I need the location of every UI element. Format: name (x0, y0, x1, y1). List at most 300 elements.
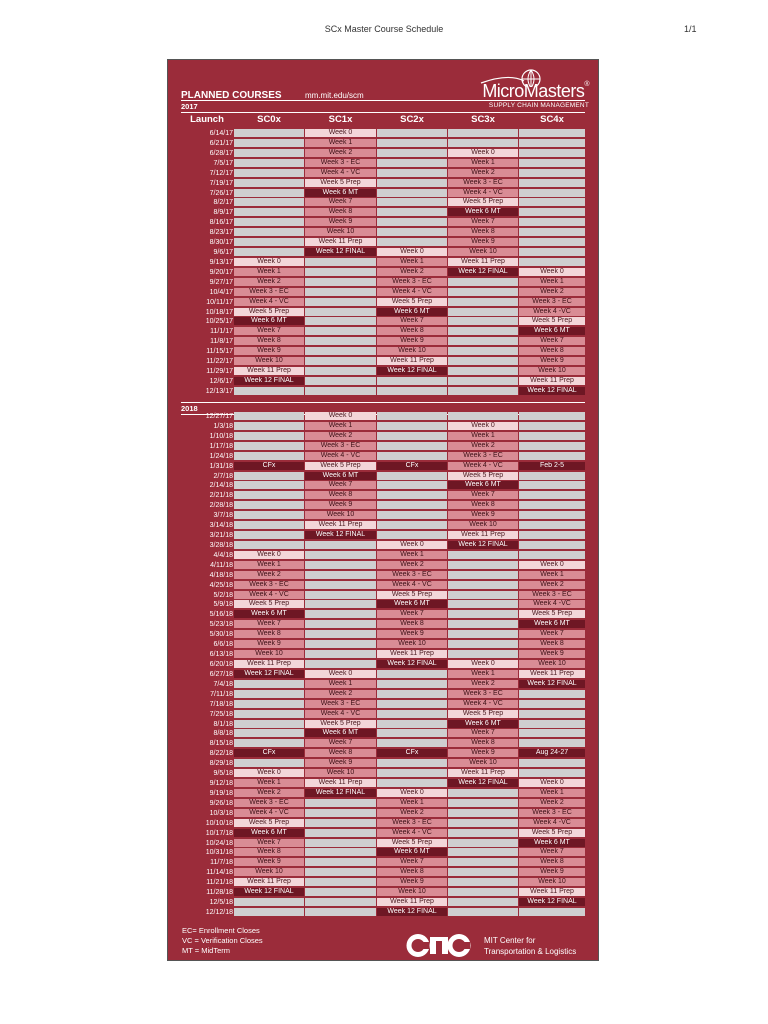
schedule-cell (377, 387, 447, 395)
schedule-cell (234, 908, 304, 916)
schedule-cell (305, 591, 376, 599)
schedule-cell (305, 571, 376, 579)
schedule-cell: Week 1 (519, 789, 585, 797)
schedule-cell: Week 4 - VC (377, 581, 447, 589)
schedule-cell: Week 7 (305, 198, 376, 206)
schedule-cell (519, 481, 585, 489)
schedule-cell: Week 3 - EC (519, 591, 585, 599)
schedule-cell: Week 7 (234, 620, 304, 628)
schedule-cell (305, 327, 376, 335)
table-row (181, 367, 585, 376)
schedule-cell: Week 3 - EC (305, 700, 376, 708)
schedule-cell (234, 710, 304, 718)
schedule-cell (448, 620, 518, 628)
schedule-cell: Week 8 (448, 739, 518, 747)
schedule-cell (448, 640, 518, 648)
schedule-cell (519, 700, 585, 708)
schedule-cell: Week 7 (234, 327, 304, 335)
schedule-cell: Week 4 -VC (519, 308, 585, 316)
schedule-cell: Week 3 - EC (448, 690, 518, 698)
schedule-cell: Week 1 (305, 680, 376, 688)
launch-date: 11/29/17 (206, 368, 233, 376)
schedule-cell: Week 6 MT (448, 208, 518, 216)
schedule-cell (448, 347, 518, 355)
schedule-cell: Week 10 (234, 868, 304, 876)
launch-date: 6/27/18 (209, 670, 233, 678)
schedule-cell: Week 0 (519, 268, 585, 276)
schedule-cell (305, 829, 376, 837)
launch-date: 8/22/18 (209, 750, 233, 758)
table-row (181, 308, 585, 317)
launch-date: 7/4/18 (213, 680, 233, 688)
schedule-cell (305, 317, 376, 325)
launch-date: 9/6/17 (213, 249, 233, 257)
schedule-cell (234, 159, 304, 167)
table-row (181, 729, 585, 738)
table-row (181, 347, 585, 356)
schedule-cell (519, 551, 585, 559)
schedule-cell: Week 4 - VC (377, 288, 447, 296)
launch-date: 12/27/17 (205, 413, 233, 420)
table-row (181, 432, 585, 441)
table-row (181, 700, 585, 709)
table-row (181, 749, 585, 758)
schedule-cell: Week 3 - EC (305, 159, 376, 167)
schedule-cell: Week 5 Prep (234, 600, 304, 608)
schedule-cell (377, 472, 447, 480)
schedule-cell: Week 2 (377, 561, 447, 569)
schedule-cell: Week 10 (448, 248, 518, 256)
schedule-cell: Week 1 (448, 432, 518, 440)
schedule-cell: Week 5 Prep (377, 839, 447, 847)
table-row (181, 442, 585, 451)
schedule-cell (448, 278, 518, 286)
schedule-cell: Week 4 - VC (305, 710, 376, 718)
schedule-cell: Week 5 Prep (519, 317, 585, 325)
table-row (181, 571, 585, 580)
launch-date: 10/24/18 (205, 839, 233, 847)
legend-mt: MT = MidTerm (182, 946, 230, 955)
launch-date: 1/17/18 (209, 442, 233, 450)
schedule-cell (377, 412, 447, 420)
schedule-cell: Week 11 Prep (448, 531, 518, 539)
schedule-cell: Week 6 MT (377, 848, 447, 856)
schedule-cell: Week 2 (305, 690, 376, 698)
brand-name: MicroMasters® (482, 81, 589, 101)
schedule-cell: Week 5 Prep (305, 720, 376, 728)
legend-vc: VC = Verification Closes (182, 936, 263, 945)
schedule-cell: CFx (377, 462, 447, 470)
schedule-cell (377, 442, 447, 450)
planned-courses-title: PLANNED COURSES (181, 90, 282, 101)
schedule-cell (448, 337, 518, 345)
schedule-cell (234, 412, 304, 420)
schedule-cell: Week 9 (448, 511, 518, 519)
table-row (181, 581, 585, 590)
schedule-cell (234, 898, 304, 906)
schedule-cell: Week 9 (377, 878, 447, 886)
schedule-cell (519, 179, 585, 187)
schedule-cell (448, 317, 518, 325)
schedule-cell (377, 769, 447, 777)
schedule-cell (377, 452, 447, 460)
schedule-cell: Week 11 Prep (234, 367, 304, 375)
schedule-cell: Week 4 - VC (305, 452, 376, 460)
schedule-cell (519, 139, 585, 147)
schedule-cell (377, 501, 447, 509)
schedule-cell: Week 11 Prep (519, 670, 585, 678)
schedule-cell (519, 720, 585, 728)
schedule-cell (519, 129, 585, 137)
schedule-cell (305, 337, 376, 345)
launch-date: 9/19/18 (209, 789, 233, 797)
schedule-cell: Week 5 Prep (305, 462, 376, 470)
schedule-cell: Week 9 (234, 858, 304, 866)
table-row (181, 650, 585, 659)
table-row (181, 248, 585, 257)
launch-date: 7/18/18 (209, 700, 233, 708)
schedule-cell (519, 189, 585, 197)
schedule-cell: Week 11 Prep (519, 377, 585, 385)
launch-date: 3/21/18 (209, 532, 233, 540)
schedule-cell: Week 5 Prep (448, 198, 518, 206)
schedule-cell (377, 491, 447, 499)
launch-date: 7/5/17 (213, 159, 233, 167)
col-sc0x: SC0x (257, 114, 281, 125)
schedule-cell: Week 11 Prep (234, 878, 304, 886)
schedule-cell: Week 10 (377, 888, 447, 896)
schedule-cell: Week 3 - EC (519, 809, 585, 817)
schedule-cell (377, 198, 447, 206)
schedule-cell (377, 779, 447, 787)
schedule-cell (305, 347, 376, 355)
schedule-cell (234, 422, 304, 430)
schedule-cell: Feb 2-5 (519, 462, 585, 470)
schedule-cell (519, 690, 585, 698)
schedule-cell (305, 367, 376, 375)
table-row (181, 799, 585, 808)
schedule-cell (448, 327, 518, 335)
schedule-cell (234, 720, 304, 728)
schedule-cell (519, 208, 585, 216)
launch-date: 10/3/18 (209, 809, 233, 817)
schedule-cell (448, 357, 518, 365)
schedule-cell (305, 610, 376, 618)
schedule-cell: Week 5 Prep (448, 710, 518, 718)
table-row (181, 288, 585, 297)
launch-date: 9/12/18 (209, 780, 233, 788)
schedule-cell (234, 169, 304, 177)
program-url: mm.mit.edu/scm (305, 91, 364, 100)
schedule-cell: Week 9 (305, 501, 376, 509)
table-row (181, 868, 585, 877)
schedule-cell: Week 2 (234, 571, 304, 579)
launch-date: 1/3/18 (213, 422, 233, 430)
launch-date: 11/28/18 (206, 889, 233, 897)
schedule-cell (519, 759, 585, 767)
table-row (181, 908, 585, 917)
schedule-cell (519, 491, 585, 499)
schedule-cell: Week 1 (377, 799, 447, 807)
schedule-cell (448, 868, 518, 876)
schedule-cell: Week 4 -VC (519, 600, 585, 608)
launch-date: 8/30/17 (209, 239, 233, 247)
table-row (181, 759, 585, 768)
schedule-cell: Week 7 (377, 317, 447, 325)
schedule-cell (519, 531, 585, 539)
launch-date: 3/14/18 (209, 522, 233, 530)
launch-date: 2/14/18 (209, 482, 233, 490)
schedule-cell: Week 3 - EC (234, 799, 304, 807)
schedule-cell: Week 6 MT (305, 729, 376, 737)
schedule-cell (519, 238, 585, 246)
schedule-cell (448, 308, 518, 316)
schedule-cell: CFx (377, 749, 447, 757)
schedule-cell: Week 2 (519, 581, 585, 589)
table-row (181, 739, 585, 748)
launch-date: 5/23/18 (209, 621, 233, 629)
schedule-cell (305, 868, 376, 876)
launch-date: 4/25/18 (209, 581, 233, 589)
schedule-cell: Week 9 (519, 868, 585, 876)
schedule-cell: Week 4 - VC (448, 189, 518, 197)
schedule-cell: Week 6 MT (377, 308, 447, 316)
table-row (181, 600, 585, 609)
table-row (181, 789, 585, 798)
schedule-cell: Week 6 MT (519, 327, 585, 335)
schedule-cell (377, 481, 447, 489)
schedule-cell (305, 898, 376, 906)
launch-date: 10/17/18 (205, 829, 233, 837)
table-row (181, 670, 585, 679)
table-row (181, 189, 585, 198)
schedule-cell: Week 9 (305, 218, 376, 226)
schedule-cell: Week 8 (448, 228, 518, 236)
schedule-cell (305, 620, 376, 628)
schedule-cell: Week 7 (448, 218, 518, 226)
schedule-cell (377, 720, 447, 728)
schedule-cell: Week 10 (519, 660, 585, 668)
launch-date: 5/2/18 (213, 591, 233, 599)
schedule-cell: Week 4 - VC (377, 829, 447, 837)
schedule-cell (448, 789, 518, 797)
schedule-cell: Week 0 (377, 248, 447, 256)
schedule-cell (234, 521, 304, 529)
schedule-cell (448, 377, 518, 385)
schedule-cell (448, 610, 518, 618)
schedule-cell (234, 432, 304, 440)
launch-date: 8/23/17 (209, 229, 233, 237)
schedule-cell (519, 472, 585, 480)
schedule-cell (234, 228, 304, 236)
schedule-cell (377, 169, 447, 177)
table-row (181, 337, 585, 346)
table-row (181, 412, 585, 421)
schedule-cell: Week 12 FINAL (519, 387, 585, 395)
schedule-cell: Week 4 - VC (305, 169, 376, 177)
table-row (181, 462, 585, 471)
table-row (181, 630, 585, 639)
schedule-cell: Week 0 (519, 779, 585, 787)
launch-date: 4/4/18 (213, 551, 233, 559)
schedule-cell: Week 3 - EC (377, 571, 447, 579)
schedule-cell: Week 9 (448, 749, 518, 757)
table-row (181, 387, 585, 396)
schedule-cell: Week 8 (519, 347, 585, 355)
schedule-cell (519, 501, 585, 509)
schedule-cell: Week 2 (305, 149, 376, 157)
schedule-cell (305, 298, 376, 306)
schedule-cell (448, 288, 518, 296)
schedule-cell: Week 2 (448, 680, 518, 688)
schedule-cell: Week 10 (234, 650, 304, 658)
schedule-cell: Week 8 (448, 501, 518, 509)
launch-date: 8/8/18 (213, 730, 233, 738)
schedule-cell: Week 1 (234, 561, 304, 569)
launch-date: 6/28/17 (209, 149, 233, 157)
launch-date: 4/18/18 (209, 571, 233, 579)
schedule-cell (519, 422, 585, 430)
launch-date: 11/7/18 (210, 859, 233, 867)
launch-date: 7/19/17 (209, 179, 233, 187)
schedule-cell (448, 819, 518, 827)
schedule-cell (305, 640, 376, 648)
table-row (181, 218, 585, 227)
schedule-cell (234, 690, 304, 698)
schedule-cell: Week 4 - VC (234, 298, 304, 306)
table-row (181, 680, 585, 689)
schedule-cell (305, 541, 376, 549)
table-header (181, 112, 585, 128)
schedule-cell (234, 129, 304, 137)
schedule-cell: Week 4 - VC (448, 700, 518, 708)
schedule-cell (377, 432, 447, 440)
schedule-cell (519, 159, 585, 167)
schedule-cell: Week 5 Prep (519, 829, 585, 837)
schedule-cell (448, 908, 518, 916)
schedule-cell (234, 189, 304, 197)
table-row (181, 809, 585, 818)
table-row (181, 472, 585, 481)
launch-date: 5/30/18 (209, 631, 233, 639)
launch-date: 10/11/17 (206, 298, 233, 306)
schedule-cell (377, 670, 447, 678)
schedule-cell (377, 377, 447, 385)
schedule-cell (377, 700, 447, 708)
table-row (181, 208, 585, 217)
schedule-cell: Week 12 FINAL (448, 541, 518, 549)
launch-date: 9/20/17 (209, 268, 233, 276)
schedule-cell (448, 888, 518, 896)
launch-date: 6/20/18 (209, 661, 233, 668)
schedule-cell: Week 8 (305, 491, 376, 499)
table-row (181, 858, 585, 867)
page-header-title: SCx Master Course Schedule (324, 24, 444, 34)
schedule-cell: Week 10 (519, 878, 585, 886)
schedule-cell: Week 6 MT (234, 610, 304, 618)
table-row (181, 690, 585, 699)
schedule-cell: Week 2 (448, 169, 518, 177)
schedule-cell: Week 0 (234, 769, 304, 777)
schedule-cell (377, 690, 447, 698)
schedule-cell (377, 729, 447, 737)
schedule-cell: Week 0 (234, 258, 304, 266)
launch-date: 12/6/17 (209, 378, 233, 385)
schedule-cell: Week 12 FINAL (377, 660, 447, 668)
schedule-cell (234, 139, 304, 147)
schedule-cell (305, 819, 376, 827)
schedule-cell: Week 11 Prep (448, 769, 518, 777)
schedule-cell (448, 650, 518, 658)
schedule-cell: Week 2 (234, 278, 304, 286)
schedule-cell (305, 581, 376, 589)
schedule-cell (519, 521, 585, 529)
table-row (181, 377, 585, 386)
schedule-cell (305, 357, 376, 365)
schedule-cell: Week 1 (305, 422, 376, 430)
schedule-cell (377, 680, 447, 688)
schedule-cell (448, 129, 518, 137)
table-row (181, 561, 585, 570)
schedule-cell (234, 729, 304, 737)
schedule-cell (234, 149, 304, 157)
schedule-cell: Week 2 (519, 288, 585, 296)
launch-date: 11/8/17 (210, 338, 233, 346)
col-launch: Launch (190, 114, 224, 125)
brand-subtitle: SUPPLY CHAIN MANAGEMENT (488, 102, 589, 109)
schedule-cell (448, 829, 518, 837)
schedule-cell (305, 839, 376, 847)
schedule-cell (377, 208, 447, 216)
schedule-cell (448, 298, 518, 306)
schedule-cell: Week 0 (305, 412, 376, 420)
schedule-cell: Week 6 MT (234, 317, 304, 325)
table-row (181, 169, 585, 178)
table-row (181, 258, 585, 267)
schedule-cell: Week 10 (448, 521, 518, 529)
schedule-cell: Week 9 (234, 347, 304, 355)
schedule-cell (305, 908, 376, 916)
launch-date: 8/16/17 (209, 219, 233, 227)
schedule-cell (234, 739, 304, 747)
launch-date: 11/21/18 (206, 879, 233, 887)
schedule-cell (519, 908, 585, 916)
schedule-cell: Week 8 (305, 749, 376, 757)
schedule-cell: Week 1 (448, 159, 518, 167)
table-row (181, 898, 585, 907)
schedule-cell (377, 739, 447, 747)
schedule-cell (305, 630, 376, 638)
launch-date: 1/10/18 (209, 432, 233, 440)
schedule-cell: Week 12 FINAL (234, 377, 304, 385)
schedule-cell: Week 12 FINAL (448, 268, 518, 276)
schedule-cell (234, 501, 304, 509)
year-header-2017: 2017 (181, 100, 585, 113)
schedule-cell (448, 561, 518, 569)
schedule-cell (305, 278, 376, 286)
schedule-cell: Week 10 (305, 769, 376, 777)
schedule-cell: Week 8 (377, 620, 447, 628)
schedule-cell: Week 8 (519, 640, 585, 648)
schedule-cell: Week 7 (448, 729, 518, 737)
schedule-cell: Week 1 (377, 551, 447, 559)
schedule-cell: Week 6 MT (519, 620, 585, 628)
schedule-cell: Week 10 (519, 367, 585, 375)
schedule-cell: Week 0 (448, 660, 518, 668)
table-row (181, 511, 585, 520)
schedule-cell (519, 149, 585, 157)
schedule-cell: Week 7 (519, 630, 585, 638)
